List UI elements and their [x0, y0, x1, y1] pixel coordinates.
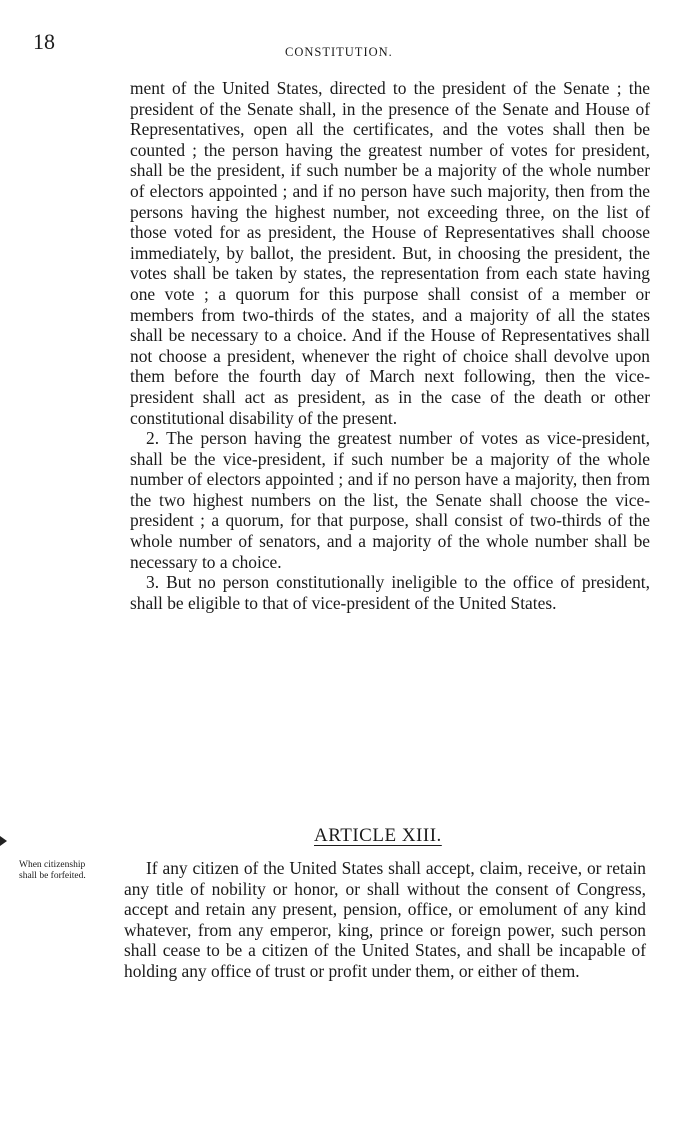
amendment-xii-continuation: ment of the United States, directed to the president of the Senate ; the president of the Senate shall, in the presence of the Senate and House of Representatives, open all the certificates, and the votes shall then be counted ; the person having the greatest number of votes for president, shall be the president, if such number be a majority of the whole number of electors appointed ; and if no person have such majority, then from the persons having the highest number, not exceeding three, on the list of those voted for as president, the House of Representatives shall choose immediately, by ballot, the president. But, in choosing the president, the votes shall be taken by states, the representation from each state having one vote ; a quorum for this purpose shall consist of a member or members from two-thirds of the states, and a majority of all the states shall be necessary to a choice. And if the House of Representatives shall not choose a president, whenever the right of choice shall devolve upon them before the fourth day of March next following, then the vice-president shall act as president, as in the case of the death or other constitutional disability of the present. [130, 78, 650, 428]
margin-note: When citizenship shall be forfeited. [19, 860, 86, 881]
page-number: 18 [33, 29, 55, 54]
article-xiii-text: If any citizen of the United States shall accept, claim, receive, or retain any title of nobility or honor, or shall without the consent of Congress, accept and retain any present, pension, office, or emolument of any kind whatever, from any emperor, king, prince or foreign power, such person shall cease to be a citizen of the United States, and shall be incapable of holding any office of trust or profit under them, or either of them. [124, 858, 646, 981]
amendment-xii-section-2: 2. The person having the greatest number of votes as vice-president, shall be the vice-president, if such number be a majority of the whole number of electors appointed ; and if no person have a majority, then from the two highest numbers on the list, the Senate shall choose the vice-president ; a quorum, for that purpose, shall consist of two-thirds of the whole number of senators, and a majority of the whole number shall be necessary to a choice. [130, 428, 650, 572]
article-heading: ARTICLE XIII. [314, 825, 442, 846]
running-title: CONSTITUTION. [285, 45, 393, 59]
body-text [130, 78, 650, 613]
amendment-xii-section-3: 3. But no person constitutionally ineligible to the office of president, shall be eligible to that of vice-president of the United States. [130, 572, 650, 613]
margin-pointer-icon [0, 836, 7, 846]
